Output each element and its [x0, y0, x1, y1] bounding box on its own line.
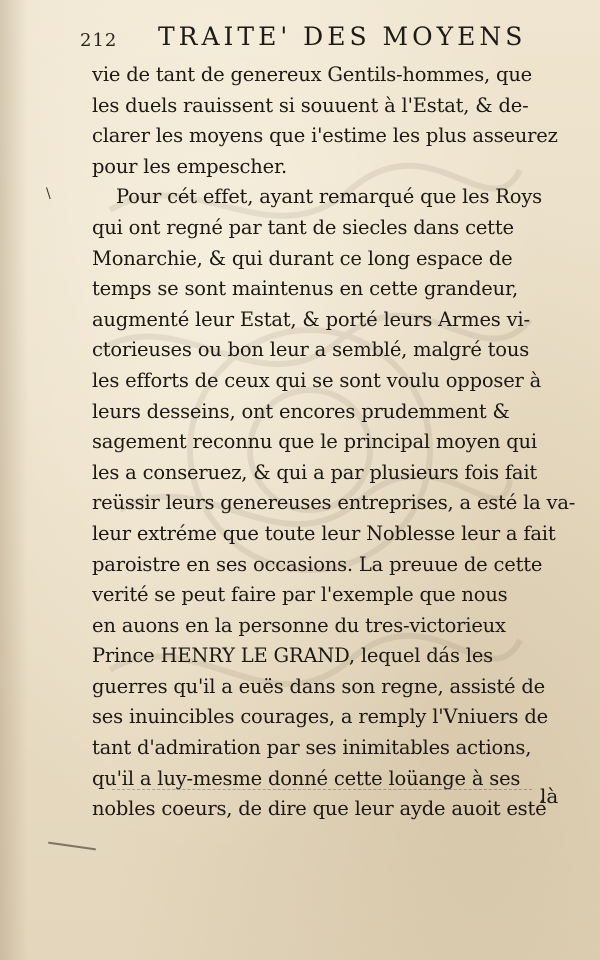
text-line: reüssir leurs genereuses entreprises, a esté la va- — [92, 491, 576, 515]
text-line: qui ont regné par tant de siecles dans cette — [92, 215, 514, 239]
text-line: qu'il a luy-mesme donné cette loüange à ses — [92, 766, 521, 790]
faint-rule — [112, 789, 532, 790]
text-line: les a conseruez, & qui a par plusieurs fois fait — [92, 460, 538, 484]
stray-pen-mark — [48, 842, 96, 851]
margin-mark: \ — [46, 186, 51, 202]
text-line: Monarchie, & qui durant ce long espace de — [92, 246, 513, 270]
text-line: augmenté leur Estat, & porté leurs Armes vi- — [92, 307, 530, 331]
text-line: en auons en la personne du tres-victorieux — [92, 613, 506, 637]
text-line: les efforts de ceux qui se sont voulu opposer à — [92, 368, 542, 392]
text-line: ctorieuses ou bon leur a semblé, malgré tous — [92, 338, 529, 362]
text-line: tant d'admiration par ses inimitables actions, — [92, 736, 532, 760]
text-line: verité se peut faire par l'exemple que nous — [92, 583, 508, 607]
text-line: vie de tant de genereux Gentils-hommes, que — [92, 63, 533, 86]
text-line: guerres qu'il a euës dans son regne, assisté de — [92, 674, 546, 698]
catchword: là — [540, 784, 559, 808]
page-number: 212 — [80, 30, 118, 51]
text-line: Pour cét effet, ayant remarqué que les Roys — [116, 185, 542, 209]
text-line: pour les empescher. — [92, 154, 287, 178]
running-title: TRAITE' DES MOYENS — [158, 22, 527, 51]
text-line: clarer les moyens que i'estime les plus asseurez — [92, 124, 558, 148]
running-head — [60, 22, 580, 62]
text-line: paroistre en ses occasions. La preuue de cette — [92, 552, 543, 576]
text-line: temps se sont maintenus en cette grandeur, — [92, 277, 518, 301]
text-line: nobles coeurs, de dire que leur ayde auoit esté — [92, 797, 547, 821]
text-line: Prince HENRY LE GRAND, lequel dás les — [92, 644, 493, 668]
text-line: leurs desseins, ont encores prudemment & — [92, 399, 510, 423]
text-line: sagement reconnu que le principal moyen qui — [92, 430, 537, 454]
text-line: les duels rauissent si souuent à l'Estat, & de- — [92, 93, 529, 117]
text-line: leur extréme que toute leur Noblesse leur a fait — [92, 521, 556, 545]
text-line: ses inuincibles courages, a remply l'Vniuers de — [92, 705, 548, 729]
body-text — [92, 60, 576, 825]
